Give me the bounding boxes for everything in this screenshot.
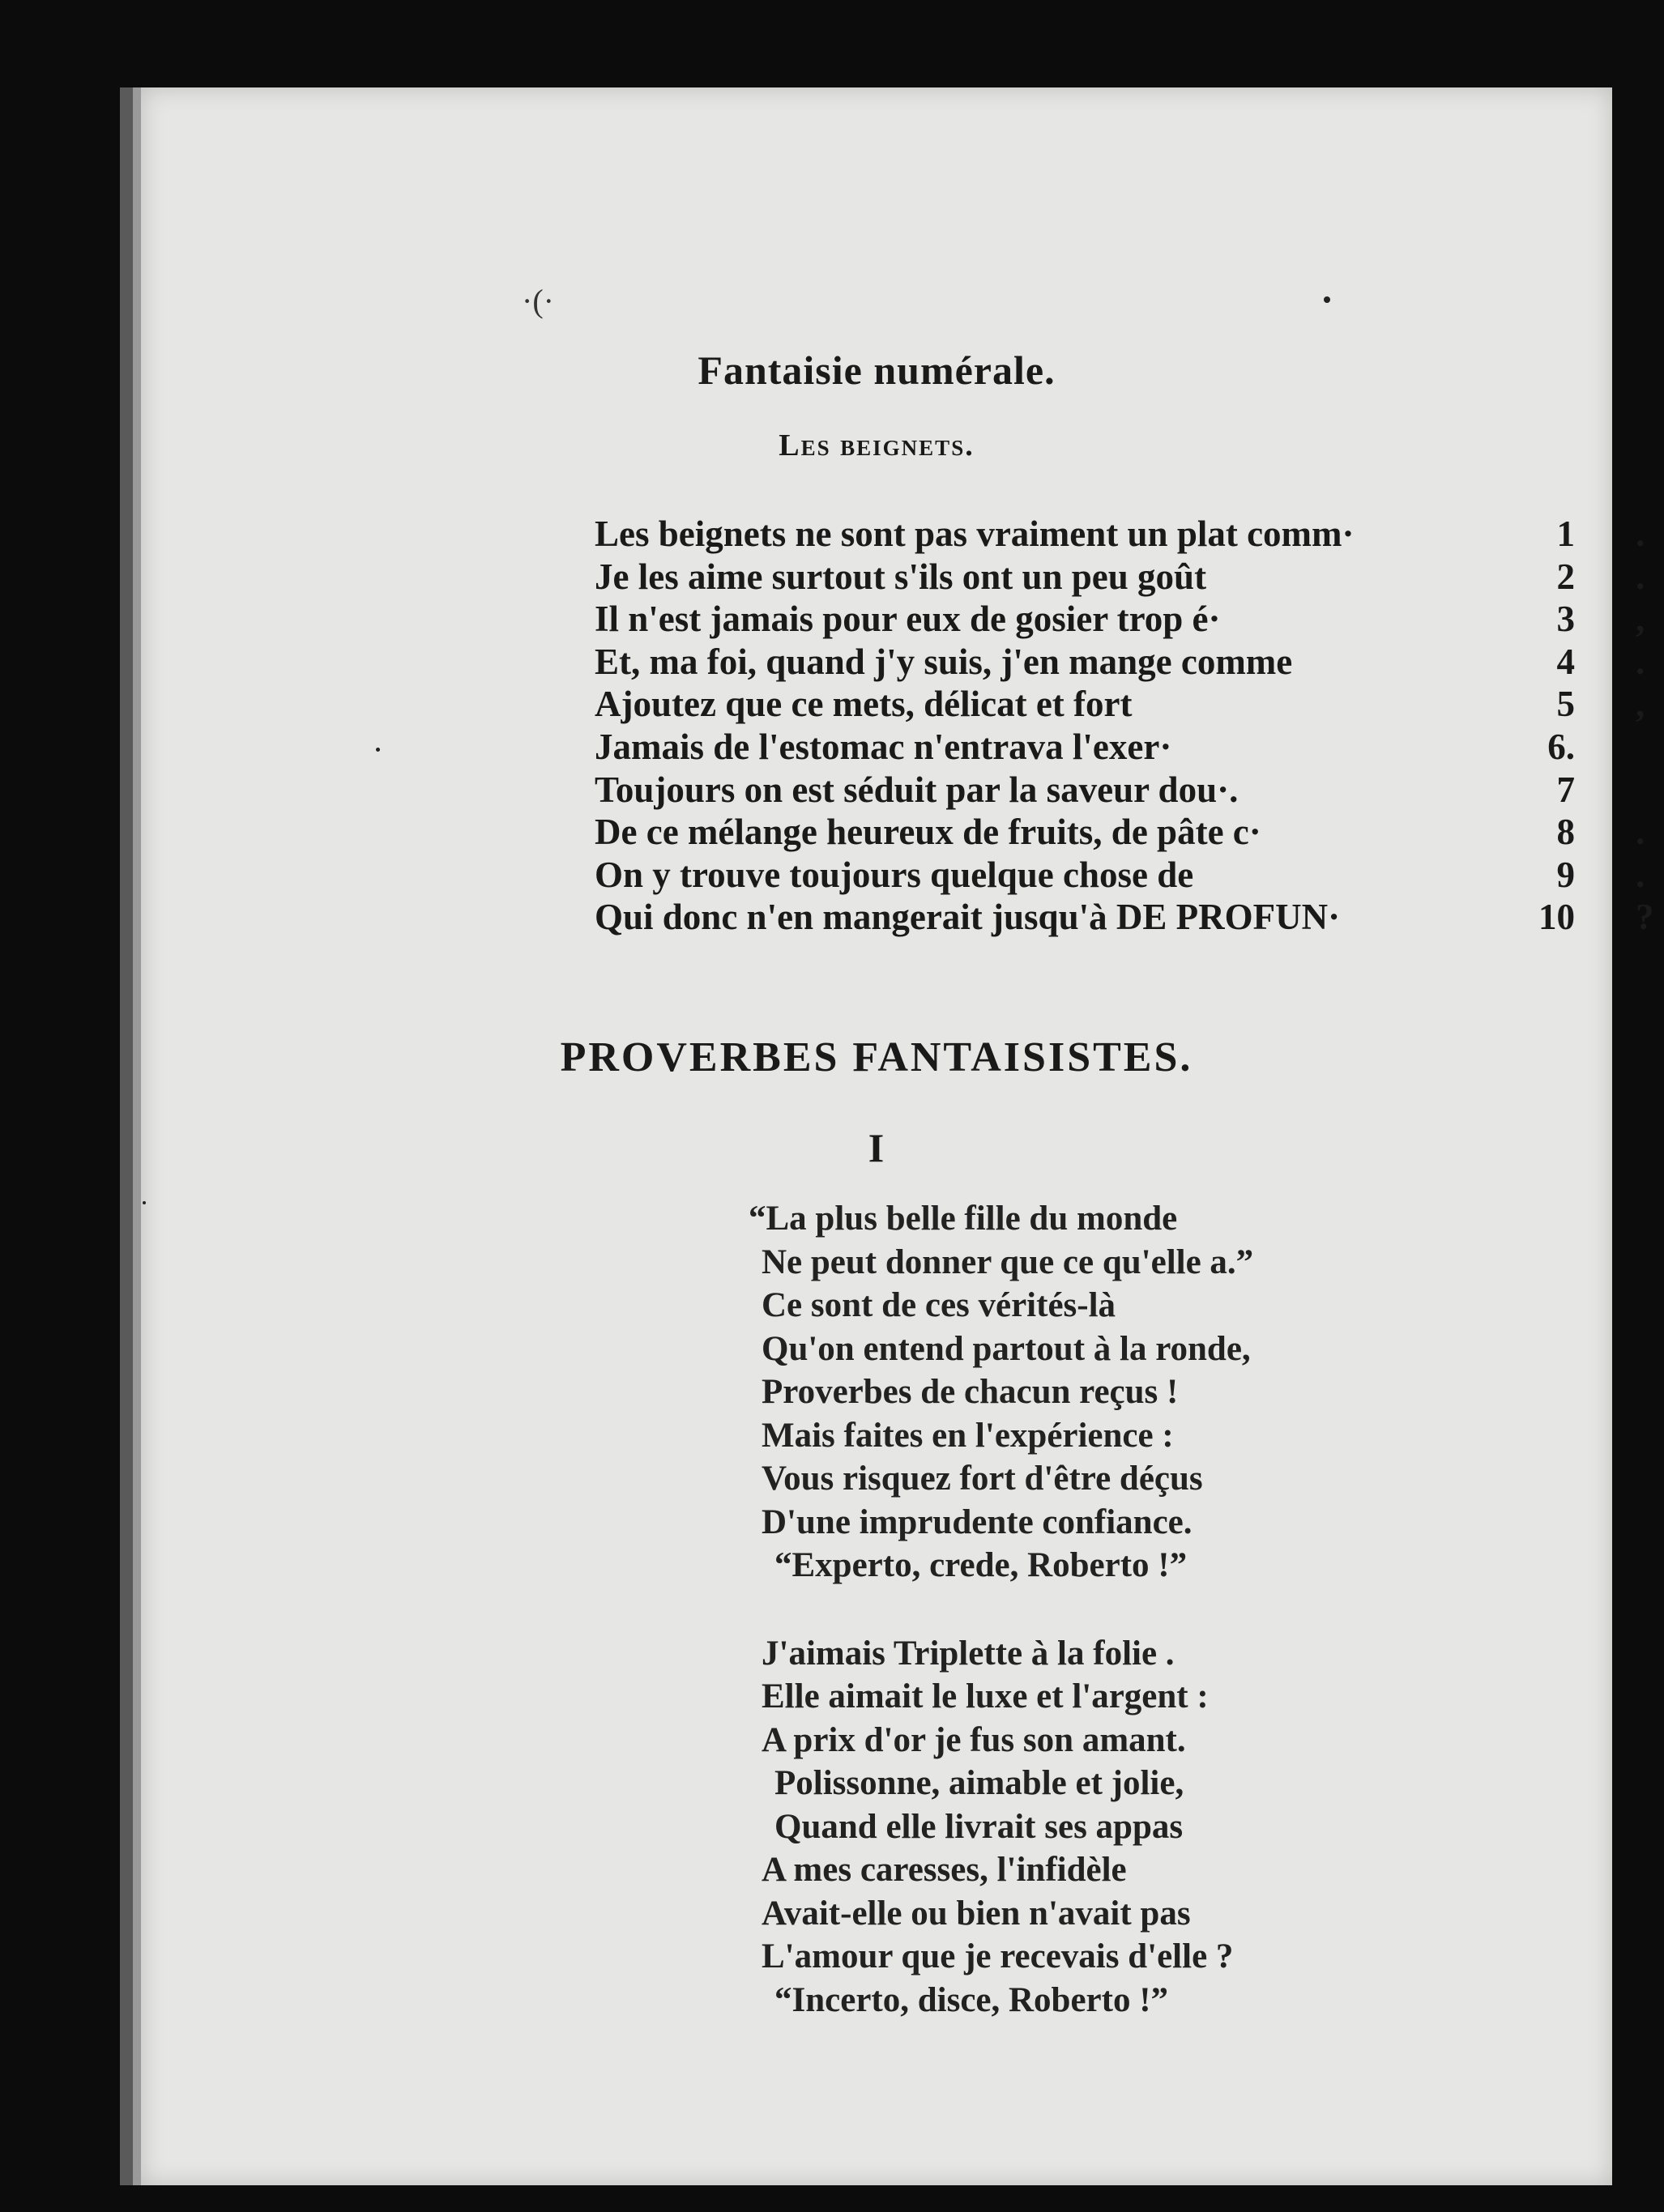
section-subtitle-beignets: Les beignets. [779, 428, 975, 462]
poem-line: L'amour que je recevais d'elle ? [762, 1937, 1234, 1975]
poem-line: Elle aimait le luxe et l'argent : [762, 1677, 1209, 1715]
poem-line: “Incerto, disce, Roberto !” [774, 1980, 1169, 2019]
speck [376, 748, 380, 752]
poem-line: Ne peut donner que ce qu'elle a.” [762, 1242, 1254, 1281]
line-text: Je les aime surtout s'ils ont un peu goût [595, 556, 1207, 597]
line-number: 9 [1556, 854, 1575, 895]
document-page [120, 87, 1654, 2185]
numeral-line [595, 683, 1664, 726]
poem-line: Proverbes de chacun reçus ! [762, 1373, 1179, 1411]
numeral-line [595, 641, 1664, 684]
poem-line: Mais faites en l'expérience : [762, 1416, 1174, 1455]
numeral-line [595, 811, 1664, 854]
numeral-line [595, 769, 1664, 812]
line-punct: . [1636, 854, 1645, 895]
line-text: Toujours on est séduit par la saveur dou·. [595, 769, 1239, 810]
poem-line: Vous risquez fort d'être déçus [762, 1460, 1203, 1498]
line-punct: . [1636, 556, 1645, 597]
line-number: 3 [1556, 599, 1575, 640]
line-number: 4 [1556, 641, 1575, 682]
line-punct: ? [1636, 897, 1654, 938]
poem-line: “La plus belle fille du monde [749, 1200, 1178, 1238]
line-text: Jamais de l'estomac n'entrava l'exer· [595, 726, 1172, 767]
line-number: 10 [1538, 897, 1575, 938]
line-text: De ce mélange heureux de fruits, de pâte c· [595, 812, 1261, 853]
line-number: 5 [1556, 684, 1575, 725]
line-punct: , [1636, 684, 1645, 725]
poem-line: A mes caresses, l'infidèle [762, 1851, 1127, 1889]
line-text: Et, ma foi, quand j'y suis, j'en mange comme [595, 641, 1293, 682]
proverb-poem [749, 1197, 1253, 2022]
line-punct: , [1636, 599, 1645, 640]
line-punct: . [1636, 812, 1645, 853]
poem-line: A prix d'or je fus son amant. [762, 1720, 1186, 1759]
poem-line: Quand elle livrait ses appas [774, 1807, 1184, 1846]
numeral-poem [595, 513, 1664, 939]
line-number: 2 [1556, 556, 1575, 597]
line-text: Ajoutez que ce mets, délicat et fort [595, 684, 1133, 725]
numeral-line [595, 854, 1664, 897]
poem-line: D'une imprudente confiance. [762, 1502, 1193, 1541]
numeral-line [595, 598, 1664, 641]
line-punct: . [1636, 514, 1645, 554]
line-number: 1 [1556, 514, 1575, 554]
line-punct: . [1636, 641, 1645, 682]
line-number: 7 [1556, 769, 1575, 810]
section-title-proverbes: PROVERBES FANTAISISTES. [560, 1034, 1193, 1080]
numeral-line [595, 556, 1664, 599]
line-text: On y trouve toujours quelque chose de [595, 854, 1194, 895]
numeral-line [595, 726, 1664, 769]
margin-mark: ·(· [522, 283, 554, 319]
poem-line: “Experto, crede, Roberto !” [774, 1546, 1188, 1584]
numeral-line [595, 513, 1664, 556]
stanza-gap [749, 1588, 1253, 1632]
line-number: 8 [1556, 812, 1575, 853]
poem-line: Polissonne, aimable et jolie, [774, 1764, 1184, 1802]
poem-line: Qu'on entend partout à la ronde, [762, 1329, 1251, 1368]
poem-line: J'aimais Triplette à la folie . [762, 1634, 1175, 1673]
speck [143, 1201, 146, 1204]
numeral-line [595, 896, 1664, 939]
roman-numeral: I [868, 1125, 885, 1170]
line-text: Il n'est jamais pour eux de gosier trop é· [595, 599, 1221, 640]
section-title-fantaisie: Fantaisie numérale. [698, 347, 1056, 393]
poem-line: Avait-elle ou bien n'avait pas [762, 1894, 1191, 1933]
line-text: Les beignets ne sont pas vraiment un plat comm· [595, 514, 1355, 554]
line-number: 6. [1547, 726, 1575, 767]
poem-line: Ce sont de ces vérités-là [762, 1286, 1116, 1324]
speck [1324, 296, 1330, 303]
line-text: Qui donc n'en mangerait jusqu'à DE PROFUN· [595, 897, 1341, 938]
